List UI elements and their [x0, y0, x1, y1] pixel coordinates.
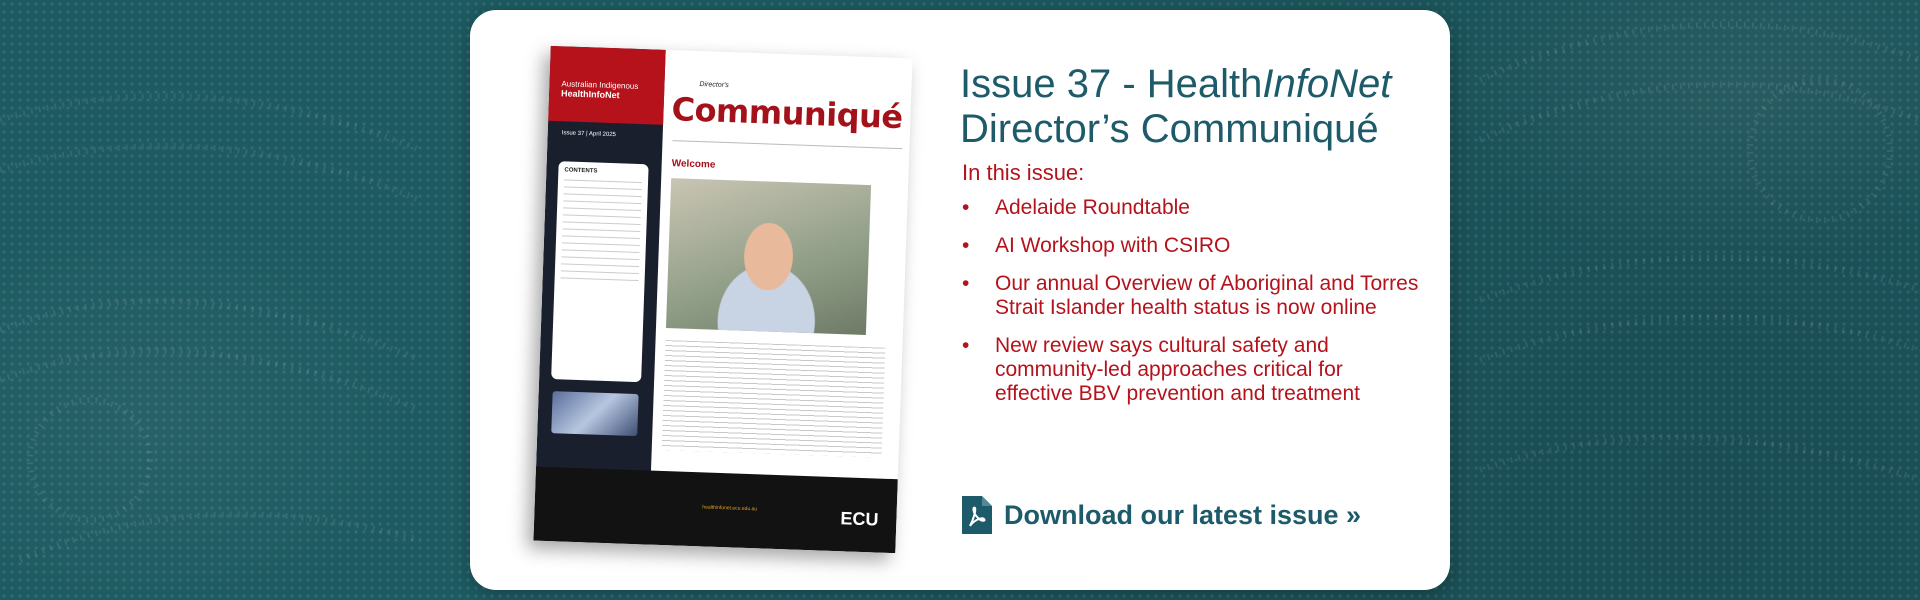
cover-issue-line: Issue 37 | April 2025 [561, 130, 617, 139]
list-item-text: Adelaide Roundtable [995, 196, 1190, 219]
download-label: Download our latest issue » [1004, 499, 1362, 530]
cover-artwork-thumbnail [551, 391, 638, 436]
heading-prefix: Issue 37 - Health [960, 62, 1263, 106]
cover-body-text [662, 340, 886, 458]
list-item-text: New review says cultural safety and community-led approaches critical for effective BBV prevention and treatment [995, 334, 1360, 405]
list-item [962, 334, 1422, 406]
cover-director-label: Director's [699, 81, 729, 90]
heading-line2: Director’s Communiqué [960, 106, 1379, 151]
cover-director-photo [666, 178, 871, 335]
content-card [470, 10, 1450, 590]
cover-title: Communiqué [670, 90, 904, 137]
cover-logo-line2: HealthInfoNet [560, 88, 620, 101]
bullet-icon: • [962, 196, 970, 219]
cover-contents-box [551, 161, 649, 382]
cover-social-icons [672, 140, 902, 158]
list-item [962, 272, 1422, 320]
list-item-text: AI Workshop with CSIRO [995, 234, 1231, 257]
pdf-icon [962, 496, 992, 534]
newsletter-cover-image[interactable] [533, 46, 912, 553]
issue-list [962, 196, 1422, 420]
cover-contents-label: CONTENTS [564, 167, 598, 175]
in-this-issue-label: In this issue: [962, 160, 1085, 185]
issue-heading [960, 62, 1430, 152]
cover-logo [561, 80, 639, 101]
list-item [962, 196, 1422, 220]
heading-italic: InfoNet [1262, 62, 1392, 106]
cover-ecu-logo: ECU [840, 508, 879, 530]
list-item [962, 234, 1422, 258]
bullet-icon: • [962, 234, 970, 257]
bullet-icon: • [962, 272, 970, 295]
list-item-text: Our annual Overview of Aboriginal and Torres Strait Islander health status is now online [995, 272, 1419, 319]
cover-welcome-heading: Welcome [671, 158, 716, 171]
download-latest-issue-link[interactable] [962, 496, 1361, 534]
bullet-icon: • [962, 334, 970, 357]
cover-footer-site: healthinfonet.ecu.edu.au [702, 504, 758, 513]
cover-logo-line1: Australian Indigenous [561, 79, 639, 91]
